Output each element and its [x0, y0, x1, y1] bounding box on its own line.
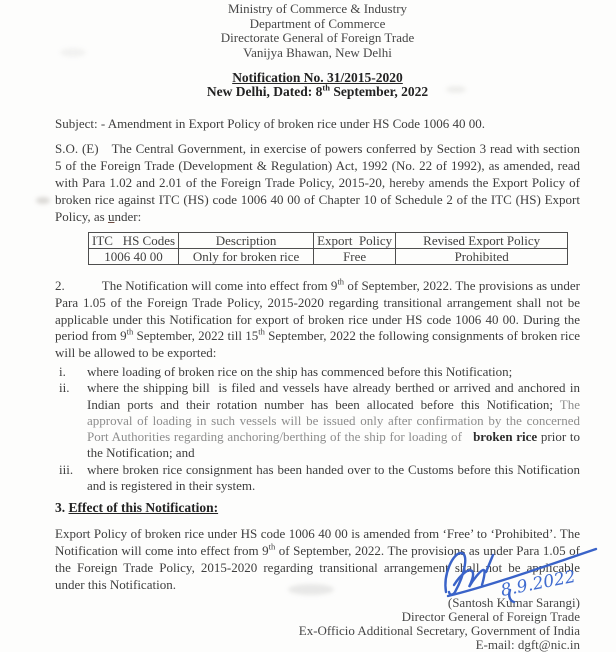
superscript: th [337, 276, 345, 287]
list-item-text: where broken rice consignment has been handed over to the Customs before this Notification and is registered in their system. [87, 461, 580, 494]
paragraph-2-number: 2. [55, 278, 65, 293]
notification-dateline [55, 82, 580, 99]
paragraph-2-text: September, 2022 the following consignments of broken rice will be allowed to be exported: [55, 328, 580, 361]
effect-paragraph-text: Export Policy of broken rice under HS code 1006 40 00 is amended from ‘Free’ to ‘Prohibited’. The Notification will come into effect from 9 [55, 526, 580, 559]
effect-paragraph [55, 525, 580, 593]
notification-heading [55, 71, 580, 99]
consignment-list [55, 364, 580, 494]
paragraph-2-text: September, 2022 till 15 [133, 328, 259, 344]
cell-revised-policy: Prohibited [396, 249, 568, 265]
signatory-designation-1: Director General of Foreign Trade [401, 609, 580, 625]
signatory-name: (Santosh Kumar Sarangi) [447, 595, 580, 611]
subject-line: Subject: - Amendment in Export Policy of broken rice under HS Code 1006 40 00. [55, 116, 486, 131]
col-header-description: Description [179, 233, 314, 249]
cell-export-policy: Free [314, 249, 396, 265]
letterhead-line-directorate: Directorate General of Foreign Trade [220, 30, 415, 45]
cell-hs-code: 1006 40 00 [89, 249, 179, 265]
section-3-number: 3. [55, 500, 66, 516]
letterhead-line-address: Vanijya Bhawan, New Delhi [243, 44, 392, 60]
so-lead: S.O. (E) [55, 141, 99, 156]
svg-text:8.9.2022: 8.9.2022 [499, 566, 578, 601]
letterhead [55, 2, 580, 60]
table-header-row [89, 233, 568, 249]
list-marker-i: i. [59, 363, 66, 379]
list-item-segment: where the shipping bill is filed and vessels have already berthed or arrived and anchored in Indian ports and their rotation number has been allocated before this Notification; [87, 380, 580, 412]
list-item [55, 462, 580, 495]
signature-block [55, 596, 580, 652]
notification-number: Notification No. 31/2015-2020 [232, 70, 403, 85]
col-header-revised-export-policy: Revised Export Policy [396, 233, 568, 249]
superscript: th [258, 327, 265, 338]
list-item-text: where loading of broken rice on the ship has commenced before this Notification; [87, 363, 513, 379]
superscript: th [268, 542, 276, 553]
underlined-letter: u [107, 209, 115, 224]
list-item-text [87, 380, 580, 461]
section-3-heading [55, 500, 580, 515]
dateline-superscript: th [322, 82, 330, 93]
scan-artifact [36, 197, 50, 204]
effect-paragraph-text: of September, 2022. The provisions as under Para 1.05 of the Foreign Trade Policy, 2015-2020 regarding transitional arrangement shall not be applicable under this Notification. [55, 543, 581, 593]
signatory-designation-2: Ex-Officio Additional Secretary, Government of India [298, 623, 580, 639]
list-marker-ii: ii. [59, 380, 70, 396]
list-marker-iii: iii. [59, 461, 74, 477]
export-policy-table [88, 232, 568, 265]
dateline-post: September, 2022 [329, 84, 429, 99]
paragraph-2-text: The Notification will come into effect from 9 [101, 278, 338, 293]
dateline-pre: New Delhi, Dated: 8 [206, 84, 323, 99]
signatory-email: E-mail: dgft@nic.in [475, 637, 580, 652]
so-body: The Central Government, in exercise of powers conferred by Section 3 read with section 5 of the Foreign Trade (Development & Regulation) Act, 1992 (No. 22 of 1992), as amended, read with Para 1.02 and 2.01 of the Foreign Trade Policy, 2015-20, hereby amends the Export Policy of broken rice against ITC (HS) code 1006 40 00 of Chapter 10 of Schedule 2 of the ITC (HS) Export Policy, as [55, 141, 581, 224]
so-paragraph [55, 140, 580, 225]
letterhead-line-department: Department of Commerce [249, 15, 386, 31]
list-item-segment: prior to the Notification; and [87, 429, 581, 461]
col-header-export-policy: Export Policy [314, 233, 396, 249]
col-header-itc-hs-codes: ITC HS Codes [89, 233, 179, 249]
paragraph-2-text: of September, 2022. The provisions as under Para 1.05 of the Foreign Trade Policy, 2015-2020 regarding transitional arrangement shall not be applicable under this Notification for export of broken rice under HS code 1006 40 00. During the period from 9 [55, 278, 580, 344]
paragraph-2 [55, 278, 580, 362]
section-3-title: Effect of this Notification: [68, 500, 219, 516]
list-item [55, 380, 580, 461]
cell-description: Only for broken rice [179, 249, 314, 265]
table-row [89, 249, 568, 265]
so-body-end: nder: [114, 209, 142, 224]
list-item-faded-segment: The approval of loading in such vessels will be issued only after confirmation by the concerned Port Authorities regarding anchoring/berthing of the ship for loading of [87, 396, 580, 445]
list-item-bold-segment: broken rice [473, 429, 538, 445]
superscript: th [126, 327, 134, 338]
letterhead-line-ministry: Ministry of Commerce & Industry [227, 1, 408, 16]
list-item [55, 364, 580, 380]
